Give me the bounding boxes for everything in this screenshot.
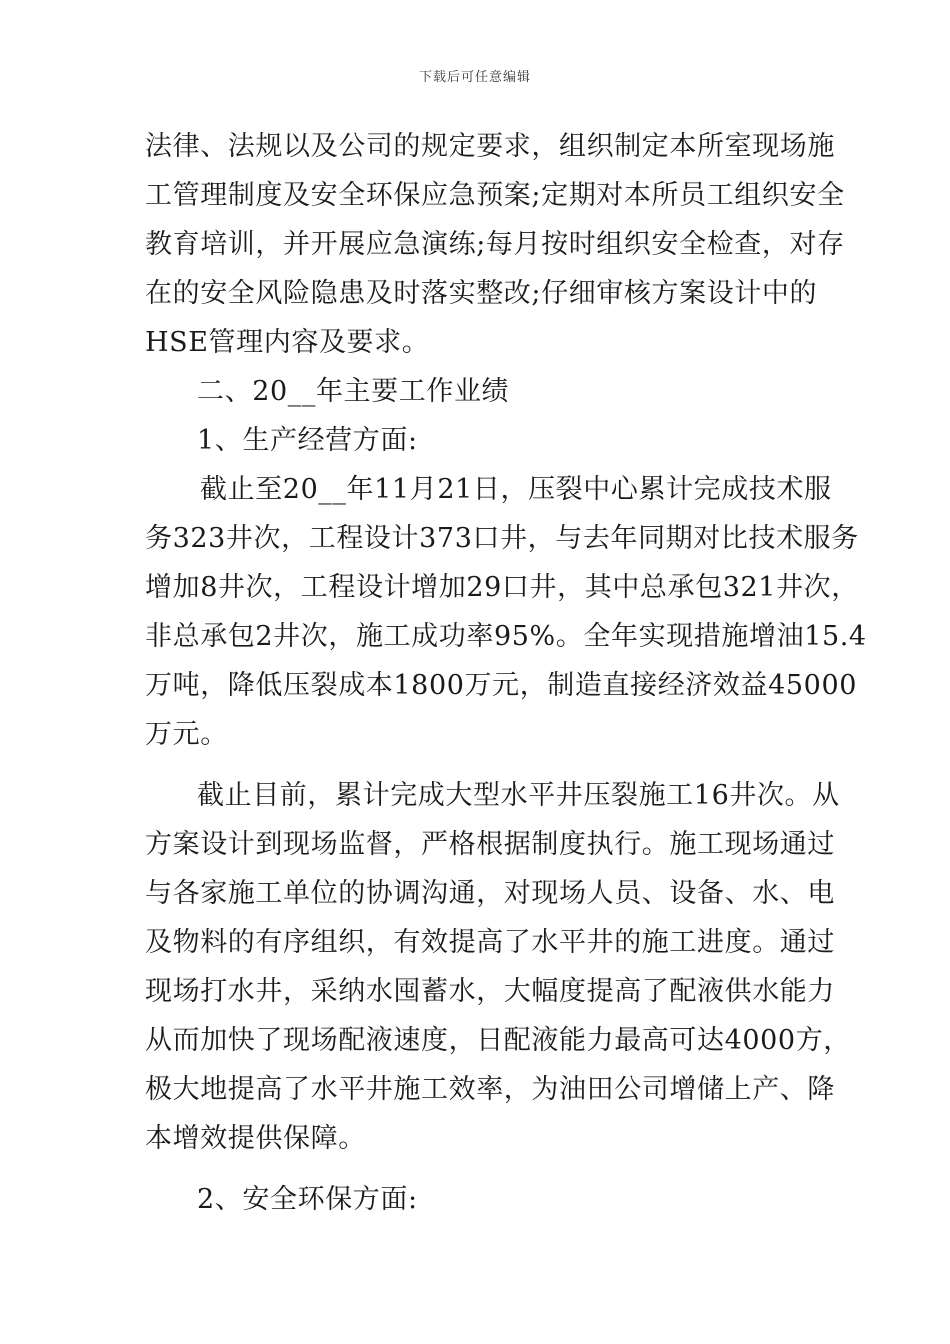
subsection-heading [145,1175,810,1224]
text-line: 法律、法规以及公司的规定要求，组织制定本所室现场施 [145,131,835,162]
text-line: 在的安全风险隐患及时落实整改;仔细审核方案设计中的 [145,278,818,309]
text-line: HSE管理内容及要求。 [145,327,430,358]
heading-text: 2、安全环保方面: [197,1184,418,1215]
page-header-note: 下载后可任意编辑 [418,70,531,85]
text-line: 教育培训，并开展应急演练;每月按时组织安全检查，对存 [145,229,845,260]
text-line: 非总承包2井次，施工成功率95%。全年实现措施增油15.4 [145,621,867,652]
paragraph-gap [145,759,810,771]
text-line: 工管理制度及安全环保应急预案;定期对本所员工组织安全 [145,180,845,211]
subsection-heading [145,416,810,465]
text-line: 从而加快了现场配液速度，日配液能力最高可达4000方， [145,1025,851,1056]
text-line: 万元。 [145,719,228,750]
paragraph [145,771,851,1163]
text-line: 务323井次，工程设计373口井，与去年同期对比技术服务 [145,523,859,554]
paragraph [145,122,845,367]
paragraph-gap [145,1163,810,1175]
text-line: 增加8井次，工程设计增加29口井，其中总承包321井次， [145,572,859,603]
text-line: 及物料的有序组织，有效提高了水平井的施工进度。通过 [145,927,835,958]
text-line: 万吨，降低压裂成本1800万元，制造直接经济效益45000 [145,670,858,701]
document-body [145,122,867,1224]
text-line: 截止目前，累计完成大型水平井压裂施工16井次。从 [197,780,840,811]
heading-text: 二、20__年主要工作业绩 [197,376,510,407]
section-heading [145,367,810,416]
text-line: 与各家施工单位的协调沟通，对现场人员、设备、水、电 [145,878,835,909]
paragraph [145,465,867,759]
text-line: 极大地提高了水平井施工效率，为油田公司增储上产、降 [145,1074,835,1105]
heading-text: 1、生产经营方面: [197,425,418,456]
text-line: 本增效提供保障。 [145,1123,366,1154]
text-line: 现场打水井，采纳水囤蓄水，大幅度提高了配液供水能力 [145,976,835,1007]
text-line: 方案设计到现场监督，严格根据制度执行。施工现场通过 [145,829,835,860]
text-line: 截止至20__年11月21日，压裂中心累计完成技术服 [200,474,832,505]
